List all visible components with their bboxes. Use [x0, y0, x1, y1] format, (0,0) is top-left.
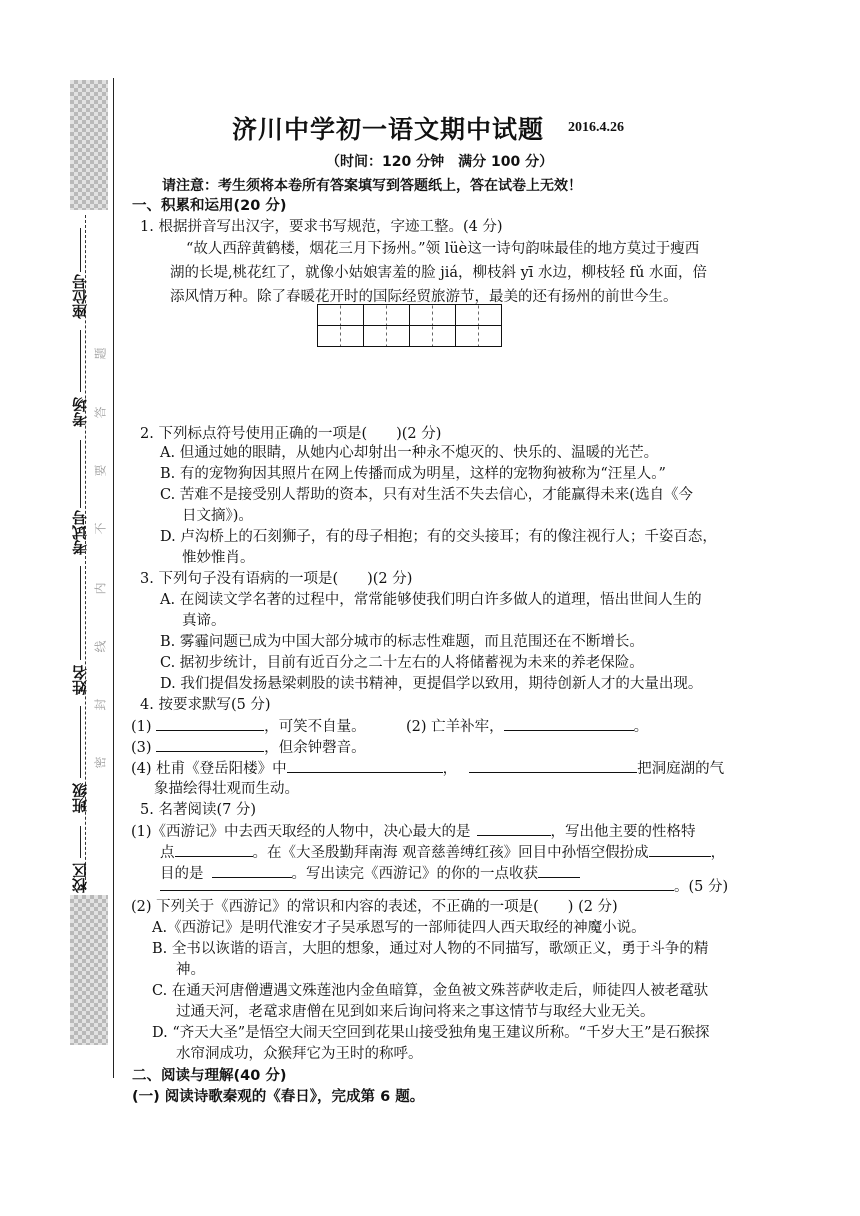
binding-pattern-top — [70, 80, 108, 210]
q4-item-1 — [131, 716, 366, 737]
q2-option-d: D. 卢沟桥上的石刻狮子，有的母子相抱；有的交头接耳；有的像注视行人；千姿百态， — [160, 529, 717, 545]
q5-part-1-text-d: 。在《大圣殷勤拜南海 观音慈善缚红孩》回目中孙悟空假扮成 — [252, 845, 649, 861]
q4-stem: 4. 按要求默写(5 分) — [140, 697, 271, 713]
q3-option-a-cont: 真谛。 — [182, 613, 226, 629]
q3-option-b: B. 雾霾问题已成为中国大部分城市的标志性难题，而且范围还在不断增长。 — [160, 634, 644, 650]
section-subheading-2-1: (一) 阅读诗歌秦观的《春日》，完成第 6 题。 — [132, 1089, 425, 1105]
q4-item-2-text: (2) 亡羊补牢， — [406, 719, 504, 735]
q4-item-3-text: ，但余钟磬音。 — [264, 740, 366, 756]
name-blank[interactable] — [80, 566, 81, 660]
q1-passage-line-2: 湖的长堤,桃花红了，就像小姑娘害羞的脸 jiá，柳枝斜 yī 水边，柳枝轻 fǔ 水面，倍 — [170, 265, 707, 281]
q5-option-a: A.《西游记》是明代淮安才子吴承恩写的一部师徒四人西天取经的神魔小说。 — [152, 920, 646, 936]
q5-part-2-stem: (2) 下列关于《西游记》的常识和内容的表述，不正确的一项是( ) (2 分) — [131, 899, 618, 915]
q4-item-4 — [131, 758, 724, 779]
q3-option-d: D. 我们提倡发扬悬梁刺股的读书精神，更提倡学以致用，期待创新人才的大量出现。 — [160, 676, 703, 692]
class-blank[interactable] — [80, 706, 81, 778]
q1-answer-grid[interactable] — [317, 304, 502, 347]
q5-option-c: C. 在通天河唐僧遭遇文殊莲池内金鱼暗算，金鱼被文殊菩萨收走后，师徒四人被老鼋驮 — [152, 983, 709, 999]
q4-item-4-cont: 象描绘得壮观而生动。 — [154, 781, 299, 797]
q5-part-1-line-4 — [160, 876, 728, 897]
grid-cell[interactable] — [410, 305, 456, 326]
campus-blank[interactable] — [80, 826, 81, 858]
q5-option-d-cont: 水帘洞成功，众猴拜它为王时的称呼。 — [176, 1046, 423, 1062]
q5-option-c-cont: 过通天河，老鼋求唐僧在见到如来后询问将来之事这情节与取经大业无关。 — [176, 1004, 655, 1020]
q3-option-a: A. 在阅读文学名著的过程中，常常能够使我们明白许多做人的道理，悟出世间人生的 — [160, 592, 702, 608]
section-heading-1: 一、积累和运用(20 分) — [132, 198, 287, 214]
grid-cell[interactable] — [318, 326, 364, 347]
grid-cell[interactable] — [364, 305, 410, 326]
q5-blank-6[interactable] — [160, 876, 674, 891]
q5-blank-3[interactable] — [649, 842, 711, 857]
grid-cell[interactable] — [318, 305, 364, 326]
exam-subtitle: （时间：120 分钟 满分 100 分） — [326, 154, 554, 170]
q4-item-2 — [406, 716, 648, 737]
q4-item-3-num: (3) — [131, 740, 152, 756]
q1-stem: 1. 根据拼音写出汉字，要求书写规范，字迹工整。(4 分) — [140, 219, 503, 235]
q2-option-b: B. 有的宠物狗因其照片在网上传播而成为明星，这样的宠物狗被称为“汪星人。” — [160, 466, 666, 482]
q1-passage-line-1: “故人西辞黄鹤楼，烟花三月下扬州。”领 lüè这一诗句韵味最佳的地方莫过于瘦西 — [186, 241, 700, 257]
q2-option-c: C. 苦难不是接受别人帮助的资本，只有对生活不失去信心，才能赢得未来(选自《今 — [160, 487, 693, 503]
q5-blank-1[interactable] — [477, 821, 551, 836]
campus-label: 校区 — [71, 863, 89, 893]
seal-char-6: 线 — [93, 640, 108, 653]
q3-stem: 3. 下列句子没有语病的一项是( )(2 分) — [140, 571, 413, 587]
q5-part-1-text-a: (1)《西游记》中去西天取经的人物中，决心最大的是 — [131, 824, 471, 840]
grid-cell[interactable] — [456, 326, 502, 347]
exam-date: 2016.4.26 — [568, 120, 624, 135]
binding-pattern-bottom — [70, 895, 108, 1045]
grid-cell[interactable] — [364, 326, 410, 347]
binding-line — [113, 78, 114, 1078]
exam-room-blank[interactable] — [80, 330, 81, 392]
seal-char-2: 答 — [93, 406, 108, 419]
grid-cell[interactable] — [410, 326, 456, 347]
q5-option-d: D. “齐天大圣”是悟空大闹天空回到花果山接受独角鬼王建议所称。“千岁大王”是石猴探 — [152, 1025, 710, 1041]
q2-option-a: A. 但通过她的眼睛，从她内心却射出一种永不熄灭的、快乐的、温暖的光芒。 — [160, 445, 659, 461]
seal-char-5: 内 — [93, 582, 108, 595]
q5-part-1-text-c: 点 — [160, 845, 175, 861]
exam-title: 济川中学初一语文期中试题 — [232, 115, 545, 144]
exam-room-label: 考场 — [71, 397, 89, 427]
exam-notice: 请注意：考生须将本卷所有答案填写到答题纸上，答在试卷上无效！ — [162, 178, 582, 194]
q4-item-2-end: 。 — [633, 719, 649, 735]
q4-item-4-text: (4) 杜甫《登岳阳楼》中 — [131, 761, 287, 777]
q4-blank-4[interactable] — [287, 758, 443, 773]
seal-char-8: 密 — [93, 756, 108, 769]
q5-part-1-text-g: 。写出读完《西游记》的你的一点收获 — [291, 866, 538, 882]
q5-option-b: B. 全书以诙谐的语言，大胆的想象，通过对人物的不同描写，歌颂正义，勇于斗争的精 — [152, 941, 709, 957]
q5-part-1-text-e: ， — [710, 845, 726, 861]
q2-option-d-cont: 惟妙惟肖。 — [182, 550, 255, 566]
q4-blank-1[interactable] — [156, 716, 264, 731]
q5-part-1-line-1 — [131, 821, 696, 842]
q5-stem: 5. 名著阅读(7 分) — [140, 802, 257, 818]
seat-number-blank[interactable] — [80, 228, 81, 272]
q4-blank-3[interactable] — [156, 737, 264, 752]
q4-blank-5[interactable] — [469, 758, 637, 773]
q5-part-1-text-h: 。(5 分) — [674, 879, 729, 895]
q4-item-3 — [131, 737, 366, 758]
q1-passage-line-3: 添风情万种。除了春暖花开时的国际经贸旅游节，最美的还有扬州的前世今生。 — [170, 289, 678, 305]
section-heading-2: 二、阅读与理解(40 分) — [132, 1068, 287, 1084]
class-label: 班级 — [71, 783, 89, 813]
q5-option-b-cont: 神。 — [176, 962, 205, 978]
exam-number-blank[interactable] — [80, 440, 81, 508]
q4-item-4-comma: ， — [442, 761, 458, 777]
grid-cell[interactable] — [456, 305, 502, 326]
q5-part-1-text-b: ，写出他主要的性格特 — [550, 824, 696, 840]
name-label: 姓名 — [71, 665, 89, 695]
seal-char-3: 要 — [93, 464, 108, 477]
seat-number-label: 座位号 — [71, 274, 89, 320]
q4-item-4-end: 把洞庭湖的气 — [637, 761, 725, 777]
q4-item-1-text: ，可笑不自量。 — [264, 719, 366, 735]
q2-option-c-cont: 日文摘》)。 — [182, 508, 253, 524]
q4-blank-2[interactable] — [504, 716, 634, 731]
q3-option-c: C. 据初步统计，目前有近百分之二十左右的人将储蓄视为未来的养老保险。 — [160, 655, 644, 671]
exam-number-label: 考试号 — [71, 510, 89, 556]
q5-part-1-line-2 — [160, 842, 725, 863]
q4-item-1-num: (1) — [131, 719, 152, 735]
seal-char-4: 不 — [93, 522, 108, 535]
seal-char-1: 题 — [93, 347, 108, 360]
seal-char-7: 封 — [93, 698, 108, 711]
q5-part-1-text-f: 目的是 — [160, 866, 204, 882]
q2-stem: 2. 下列标点符号使用正确的一项是( )(2 分) — [140, 426, 442, 442]
q5-blank-2[interactable] — [175, 842, 253, 857]
